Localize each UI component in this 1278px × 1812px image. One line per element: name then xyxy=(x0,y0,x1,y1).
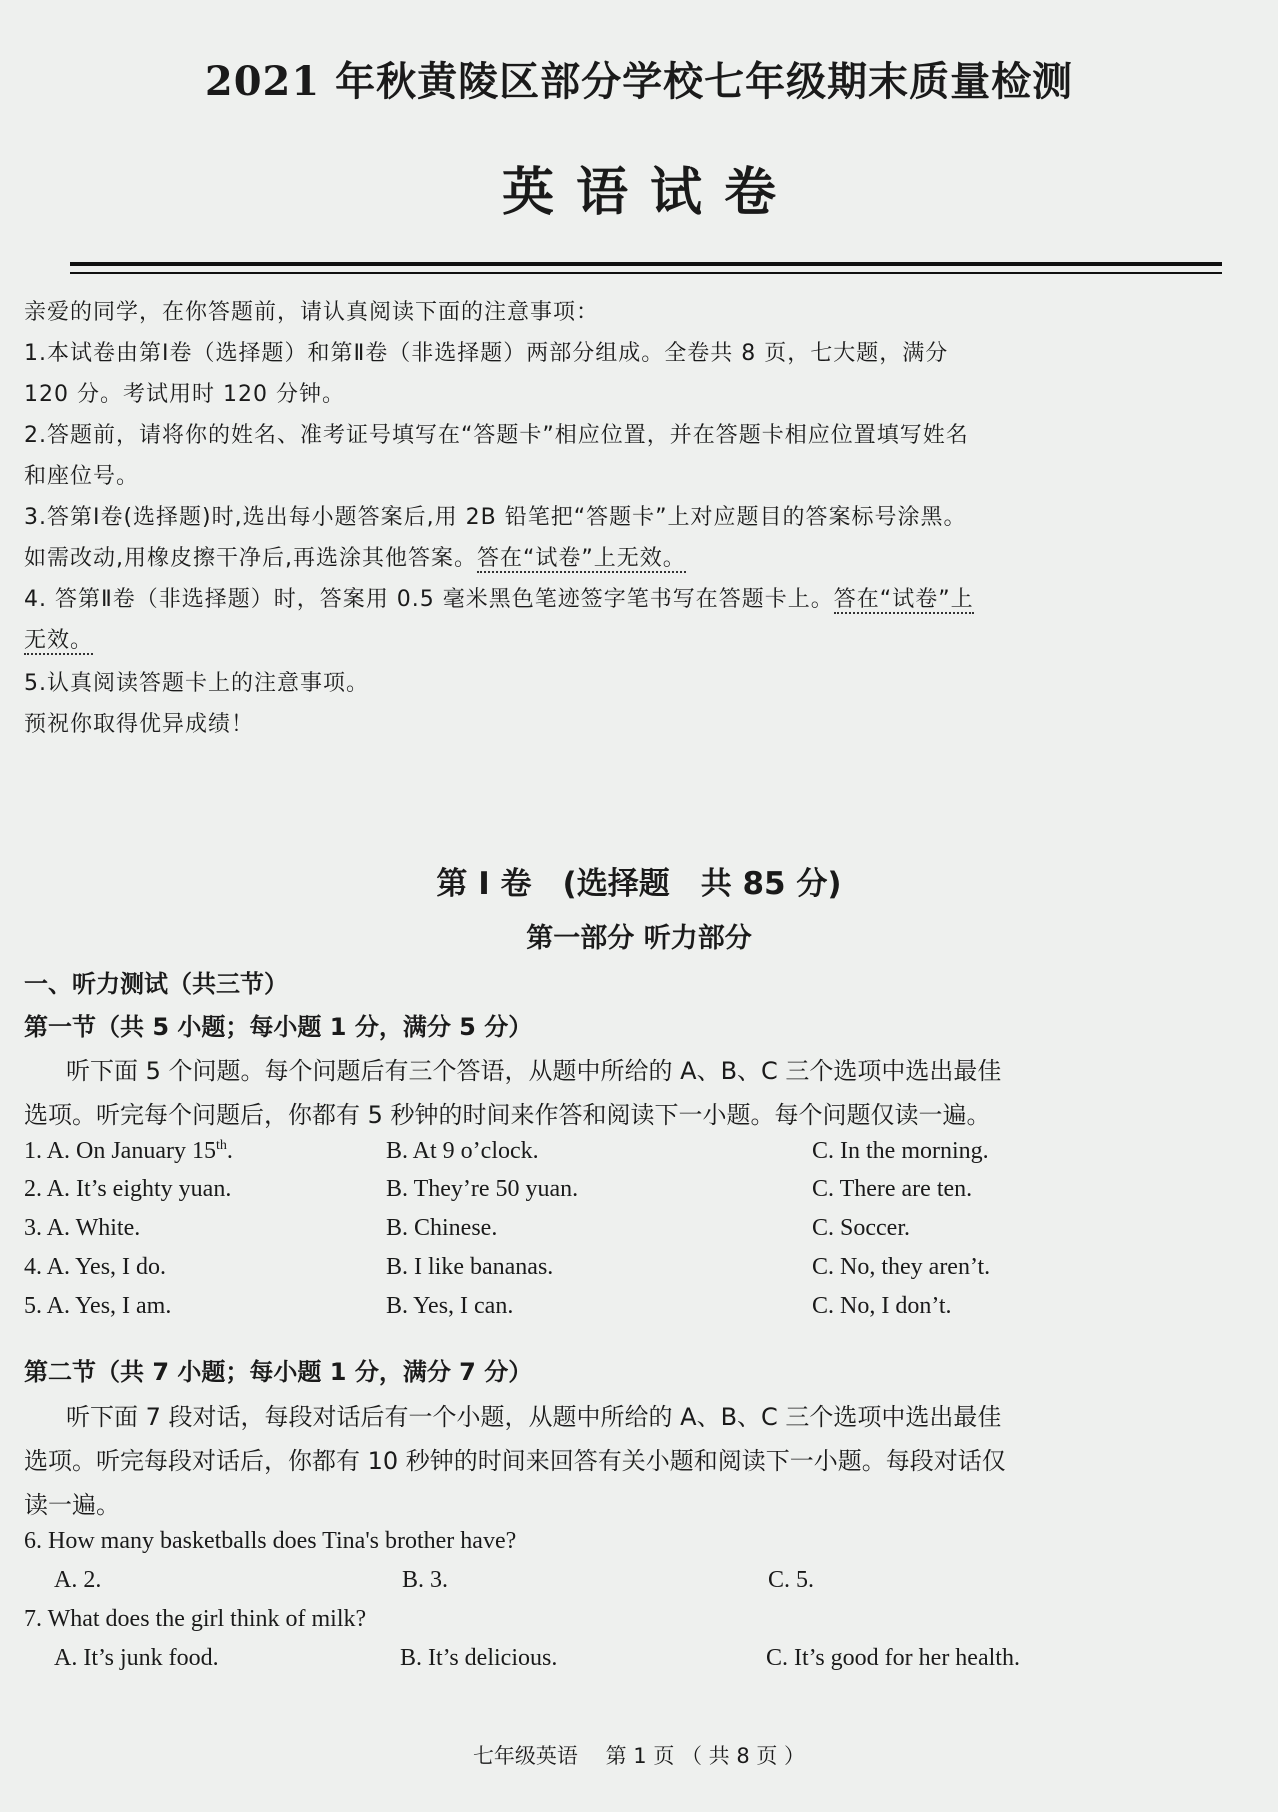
option-a: 4. A. Yes, I do. xyxy=(24,1254,167,1280)
option-c: C. In the morning. xyxy=(812,1138,989,1164)
title-rule-thick xyxy=(70,262,1222,266)
option-b: B. They’re 50 yuan. xyxy=(386,1176,579,1202)
notice-2-line1: 2.答题前，请将你的姓名、准考证号填写在“答题卡”相应位置，并在答题卡相应位置填写姓名 xyxy=(24,423,969,448)
notice-wish: 预祝你取得优异成绩！ xyxy=(24,712,255,737)
section1-instructions-line1: 听下面 5 个问题。每个问题后有三个答语，从题中所给的 A、B、C 三个选项中选出最佳 xyxy=(66,1057,1002,1085)
option-a: 2. A. It’s eighty yuan. xyxy=(24,1176,232,1202)
notice-4-text: 4. 答第Ⅱ卷（非选择题）时，答案用 0.5 毫米黑色笔迹签字笔书写在答题卡上。 xyxy=(24,587,834,612)
question-6-stem: 6. How many basketballs does Tina's brother have? xyxy=(24,1528,517,1554)
part1-subheading: 第一部分 听力部分 xyxy=(526,923,752,954)
option-a: 3. A. White. xyxy=(24,1215,141,1241)
section2-instructions-line2: 选项。听完每段对话后，你都有 10 秒钟的时间来回答有关小题和阅读下一小题。每段对话仅 xyxy=(24,1447,1006,1475)
question-7-option-b: B. It’s delicious. xyxy=(400,1645,558,1671)
option-b: B. At 9 o’clock. xyxy=(386,1138,539,1164)
question-6-option-a: A. 2. xyxy=(54,1567,102,1593)
page-footer: 七年级英语 第 1 页 （ 共 8 页 ） xyxy=(472,1744,806,1768)
question-7-option-a: A. It’s junk food. xyxy=(54,1645,219,1671)
option-c: C. No, I don’t. xyxy=(812,1293,952,1319)
notice-5: 5.认真阅读答题卡上的注意事项。 xyxy=(24,671,369,696)
option-a-text: 1. A. On January 15 xyxy=(24,1138,216,1164)
option-a-end: . xyxy=(226,1138,233,1164)
notice-4-emphasis: 答在“试卷”上 xyxy=(833,587,974,612)
notice-1-line2: 120 分。考试用时 120 分钟。 xyxy=(24,382,345,407)
option-b: B. Chinese. xyxy=(386,1215,498,1241)
exam-title: 2021 年秋黄陵区部分学校七年级期末质量检测 xyxy=(204,58,1074,105)
section2-instructions-line1: 听下面 7 段对话，每段对话后有一个小题，从题中所给的 A、B、C 三个选项中选出最佳 xyxy=(66,1403,1002,1431)
part1-heading: 第 I 卷 (选择题 共 85 分) xyxy=(436,866,842,902)
exam-subtitle: 英语试卷 xyxy=(501,162,798,223)
section1-instructions-line2: 选项。听完每个问题后，你都有 5 秒钟的时间来作答和阅读下一小题。每个问题仅读一遍。 xyxy=(24,1101,991,1129)
option-b: B. Yes, I can. xyxy=(386,1293,514,1319)
option-a: 5. A. Yes, I am. xyxy=(24,1293,172,1319)
section2-title: 第二节（共 7 小题；每小题 1 分，满分 7 分） xyxy=(24,1358,533,1386)
option-a xyxy=(24,1138,233,1165)
question-7-stem: 7. What does the girl think of milk? xyxy=(24,1606,367,1632)
option-c: C. No, they aren’t. xyxy=(812,1254,991,1280)
notice-1-line1: 1.本试卷由第Ⅰ卷（选择题）和第Ⅱ卷（非选择题）两部分组成。全卷共 8 页，七大题，满分 xyxy=(24,341,949,366)
notice-3-text: 如需改动,用橡皮擦干净后,再选涂其他答案。 xyxy=(24,546,477,571)
notice-2-line2: 和座位号。 xyxy=(24,464,140,489)
section1-title: 第一节（共 5 小题；每小题 1 分，满分 5 分） xyxy=(24,1013,533,1041)
option-c: C. Soccer. xyxy=(812,1215,910,1241)
question-6-option-c: C. 5. xyxy=(768,1567,815,1593)
notice-4-line1 xyxy=(24,582,974,613)
option-b: B. I like bananas. xyxy=(386,1254,554,1280)
title-rule-thin xyxy=(70,272,1222,274)
ordinal-suffix: th xyxy=(215,1138,227,1153)
notice-4-line2 xyxy=(24,623,93,654)
listening-section-title: 一、听力测试（共三节） xyxy=(24,970,288,998)
notice-intro: 亲爱的同学，在你答题前，请认真阅读下面的注意事项： xyxy=(24,300,600,325)
question-6-option-b: B. 3. xyxy=(402,1567,449,1593)
notice-3-emphasis: 答在“试卷”上无效。 xyxy=(477,546,686,571)
question-7-option-c: C. It’s good for her health. xyxy=(766,1645,1020,1671)
option-c: C. There are ten. xyxy=(812,1176,973,1202)
section2-instructions-line3: 读一遍。 xyxy=(24,1491,120,1519)
notice-3-line1: 3.答第Ⅰ卷(选择题)时,选出每小题答案后,用 2B 铅笔把“答题卡”上对应题目的答案标号涂黑。 xyxy=(24,505,967,530)
notice-4-emphasis-end: 无效。 xyxy=(24,628,94,653)
notice-3-line2 xyxy=(24,541,686,572)
